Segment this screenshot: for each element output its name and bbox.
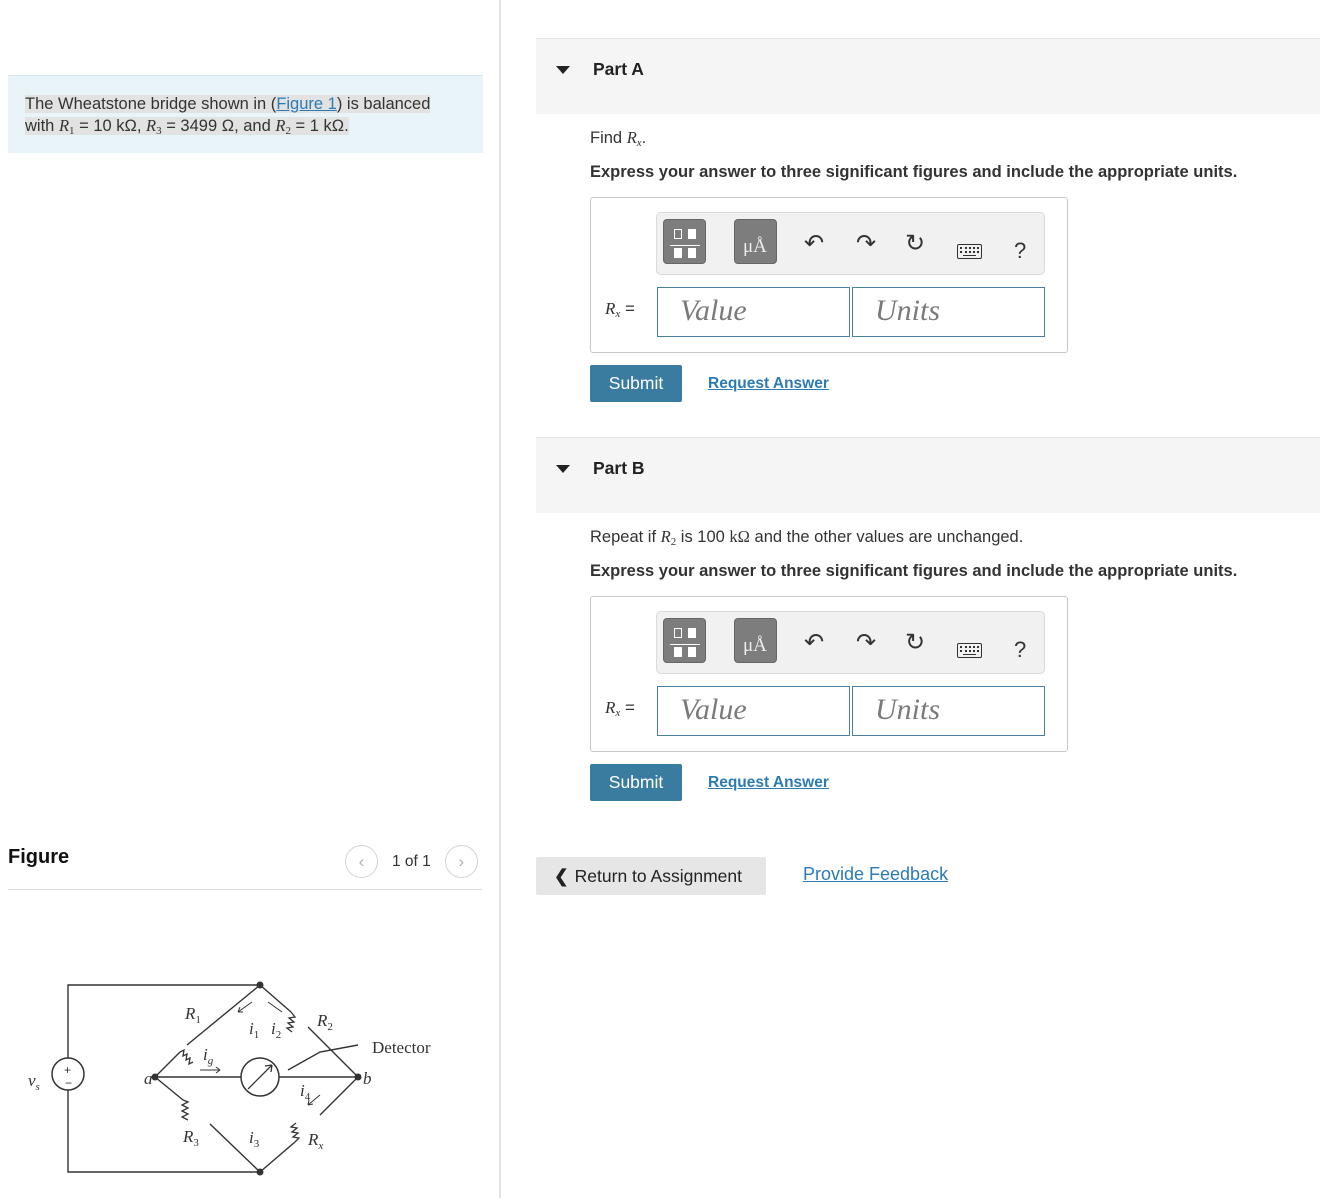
part-b-toolbar xyxy=(656,611,1045,674)
part-a-answer-box xyxy=(590,197,1068,353)
part-a-toolbar xyxy=(656,212,1045,275)
chevron-left-icon: ‹ xyxy=(358,851,365,871)
units-icon[interactable] xyxy=(734,618,777,663)
units-button-label: μÅ xyxy=(743,236,767,257)
part-a-var-label xyxy=(605,299,635,320)
next-figure-button[interactable] xyxy=(445,845,478,878)
problem-text: The Wheatstone bridge shown in (Figure 1) is balanced with $R_1 = 10$ kΩ, $R_3 = 3499$ Ω, and $R_2 = 1$ kΩ. xyxy=(25,95,431,137)
reset-icon[interactable]: ↻ xyxy=(905,230,926,257)
part-a-prompt-end: . xyxy=(641,129,647,147)
i2-label: $i_2$ xyxy=(271,1019,282,1041)
part-b-prompt-mid: is 100 xyxy=(676,528,730,546)
chevron-left-icon: ❮ xyxy=(554,866,569,886)
column-divider xyxy=(499,0,501,1198)
keyboard-icon[interactable] xyxy=(957,244,982,259)
problem-after-link: ) is balanced xyxy=(336,95,431,113)
node-a-label: a xyxy=(144,1069,153,1088)
ig-label: $i_g$ xyxy=(203,1045,214,1067)
i3-label: $i_3$ xyxy=(249,1128,260,1150)
part-a-equals: = xyxy=(620,299,635,318)
r1-subscript: 1 xyxy=(69,125,75,137)
units-icon[interactable] xyxy=(734,219,777,264)
part-b-prompt-unit: kΩ xyxy=(729,527,750,546)
left-panel xyxy=(0,0,500,1198)
problem-with: with xyxy=(25,117,59,135)
value-placeholder: Value xyxy=(680,294,747,327)
wheatstone-bridge-diagram xyxy=(20,970,460,1185)
problem-and: , and xyxy=(234,117,276,135)
problem-end: . xyxy=(344,117,349,135)
part-b-title: Part B xyxy=(593,458,645,478)
part-b-header[interactable] xyxy=(536,437,1320,513)
templates-icon[interactable] xyxy=(663,618,706,663)
part-b-var-label xyxy=(605,698,635,719)
problem-statement xyxy=(8,75,483,153)
part-b-prompt-sub: 2 xyxy=(670,536,677,548)
templates-icon[interactable] xyxy=(663,219,706,264)
part-b-prompt xyxy=(590,527,1023,548)
r2-symbol: R xyxy=(275,116,286,135)
part-a-title: Part A xyxy=(593,59,644,79)
problem-intro: The Wheatstone bridge shown in ( xyxy=(25,95,277,113)
part-a-prompt-sub: x xyxy=(636,137,642,149)
part-b-prompt-text: Repeat if xyxy=(590,528,661,546)
r3-symbol: R xyxy=(146,116,157,135)
r1-symbol: R xyxy=(58,116,70,135)
caret-down-icon xyxy=(556,465,570,473)
part-b-request-answer-link[interactable]: Request Answer xyxy=(708,774,829,791)
units-placeholder: Units xyxy=(875,693,941,726)
detector-label: Detector xyxy=(372,1038,431,1057)
vs-label: $v_s$ xyxy=(28,1071,40,1093)
r2-subscript: 2 xyxy=(285,125,291,137)
help-icon[interactable]: ? xyxy=(1014,637,1027,662)
help-icon[interactable]: ? xyxy=(1014,238,1027,263)
undo-icon[interactable]: ↶ xyxy=(804,230,825,257)
part-b-var-symbol: R xyxy=(605,698,616,717)
reset-icon[interactable]: ↻ xyxy=(905,629,926,656)
i4-label: $i_4$ xyxy=(300,1081,311,1103)
redo-icon[interactable]: ↷ xyxy=(856,629,877,656)
part-a-value-field[interactable] xyxy=(657,287,850,337)
part-b-var-sub: x xyxy=(615,707,621,719)
figure-divider xyxy=(8,889,482,890)
figure-link[interactable]: Figure 1 xyxy=(276,95,337,113)
r3-label: $R_3$ xyxy=(183,1127,199,1149)
prev-figure-button[interactable] xyxy=(345,845,378,878)
r3-subscript: 3 xyxy=(156,125,162,137)
units-placeholder: Units xyxy=(875,294,941,327)
redo-icon[interactable]: ↷ xyxy=(856,230,877,257)
provide-feedback-link[interactable]: Provide Feedback xyxy=(803,864,949,884)
units-button-label: μÅ xyxy=(743,635,767,656)
part-a-units-field[interactable] xyxy=(852,287,1045,337)
part-b-units-field[interactable] xyxy=(852,686,1045,736)
part-b-answer-box xyxy=(590,596,1068,752)
rx-label: $R_x$ xyxy=(308,1130,324,1152)
part-a-var-sub: x xyxy=(615,308,621,320)
part-b-prompt-end: and the other values are unchanged. xyxy=(749,528,1024,546)
value-placeholder: Value xyxy=(680,693,747,726)
keyboard-icon[interactable] xyxy=(957,643,982,658)
part-b-prompt-var: R xyxy=(660,527,671,546)
r2-label: $R_2$ xyxy=(317,1011,333,1033)
part-a-submit-button[interactable]: Submit xyxy=(590,365,682,402)
i1-label: $i_1$ xyxy=(249,1019,260,1041)
figure-pager xyxy=(345,845,478,878)
r3-value: = 3499 Ω xyxy=(161,117,235,135)
part-a-header[interactable] xyxy=(536,38,1320,114)
r1-value: = 10 kΩ xyxy=(74,117,137,135)
r1-label: $R_1$ xyxy=(185,1004,201,1026)
part-a-instruction: Express your answer to three significant figures and include the appropriate units. xyxy=(590,163,1238,181)
return-label: Return to Assignment xyxy=(574,866,742,886)
part-b-submit-button[interactable]: Submit xyxy=(590,764,682,801)
caret-down-icon xyxy=(556,66,570,74)
minus-sign: − xyxy=(65,1076,73,1090)
plus-sign: + xyxy=(64,1063,72,1077)
chevron-right-icon: › xyxy=(458,851,465,871)
part-a-prompt-var: R xyxy=(626,128,637,147)
part-a-prompt xyxy=(590,128,646,149)
part-a-var-symbol: R xyxy=(605,299,616,318)
part-b-equals: = xyxy=(620,698,635,717)
part-b-value-field[interactable] xyxy=(657,686,850,736)
pager-text: 1 of 1 xyxy=(392,852,431,870)
undo-icon[interactable]: ↶ xyxy=(804,629,825,656)
node-b-label: b xyxy=(363,1069,372,1088)
part-a-prompt-text: Find xyxy=(590,129,627,147)
part-a-request-answer-link[interactable]: Request Answer xyxy=(708,375,829,392)
r2-value: = 1 kΩ xyxy=(290,117,345,135)
return-to-assignment-button[interactable] xyxy=(536,857,766,895)
figure-heading: Figure xyxy=(8,846,70,868)
part-b-instruction: Express your answer to three significant figures and include the appropriate units. xyxy=(590,562,1238,580)
